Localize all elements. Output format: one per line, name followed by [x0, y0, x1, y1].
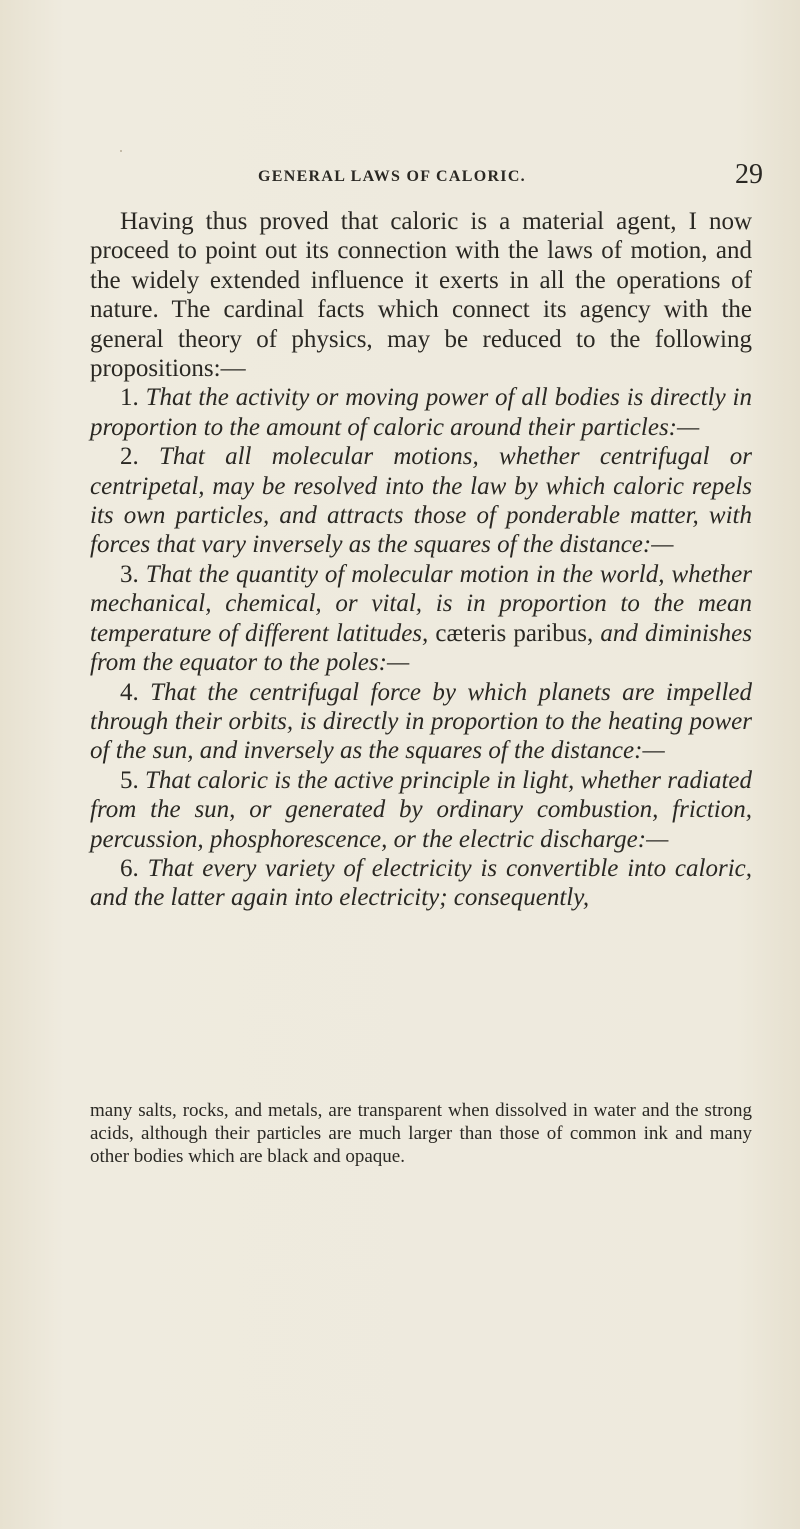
proposition-6: [90, 854, 752, 913]
proposition-text-part-c: and diminishes from the equator to the poles:—: [90, 619, 752, 677]
proposition-1: [90, 383, 752, 442]
page-header: [258, 161, 763, 197]
proposition-text: That the activity or moving power of all bodies is directly in proportion to the amount of caloric around their particles:—: [90, 384, 752, 441]
intro-paragraph: Having thus proved that caloric is a material agent, I now proceed to point out its connection with the laws of motion, and the widely extended influence it exerts in all the operations of nature. The cardinal facts which connect its agency with the general theory of physics, may be reduced to the following propositions:—: [90, 208, 752, 383]
proposition-text: That all molecular motions, whether centrifugal or centripetal, may be resolved into the law by which caloric repels its own particles, and attracts those of ponderable matter, with forces that vary inversely as the squares of the distance:—: [90, 443, 752, 559]
running-head: GENERAL LAWS OF CALORIC.: [258, 168, 526, 185]
proposition-number: 3.: [120, 560, 139, 588]
proposition-number: 4.: [120, 678, 139, 706]
proposition-text: That the centrifugal force by which planets are impelled through their orbits, is directly in proportion to the heating power of the sun, and inversely as the squares of the distance:—: [90, 678, 753, 765]
proposition-number: 6.: [120, 854, 139, 882]
latin-phrase: cæteris paribus,: [428, 619, 601, 647]
main-text: [90, 207, 752, 913]
proposition-text: That caloric is the active principle in light, whether radiated from the sun, or generated by ordinary combustion, friction, percussion, phosphorescence, or the electric discharge:—: [90, 766, 752, 853]
proposition-number: 1.: [120, 384, 139, 412]
proposition-2: [90, 442, 752, 560]
page-number: 29: [735, 159, 763, 190]
proposition-text-part-a: That the quantity of molecular motion in the world, whether mechanical, chemical, or vital, is in proportion to the mean temperature of different latitudes,: [90, 560, 752, 647]
proposition-number: 5.: [120, 766, 139, 794]
proposition-3: [90, 560, 752, 678]
proposition-5: [90, 766, 752, 854]
footnote: many salts, rocks, and metals, are transparent when dissolved in water and the strong acids, although their particles are much larger than those of common ink and many other bodies which are black and opaque.: [90, 1100, 752, 1168]
proposition-number: 2.: [120, 443, 139, 471]
paper-speck: [120, 150, 122, 152]
proposition-text: That every variety of electricity is convertible into caloric, and the latter again into electricity; consequently,: [90, 854, 752, 912]
proposition-4: [90, 678, 752, 766]
